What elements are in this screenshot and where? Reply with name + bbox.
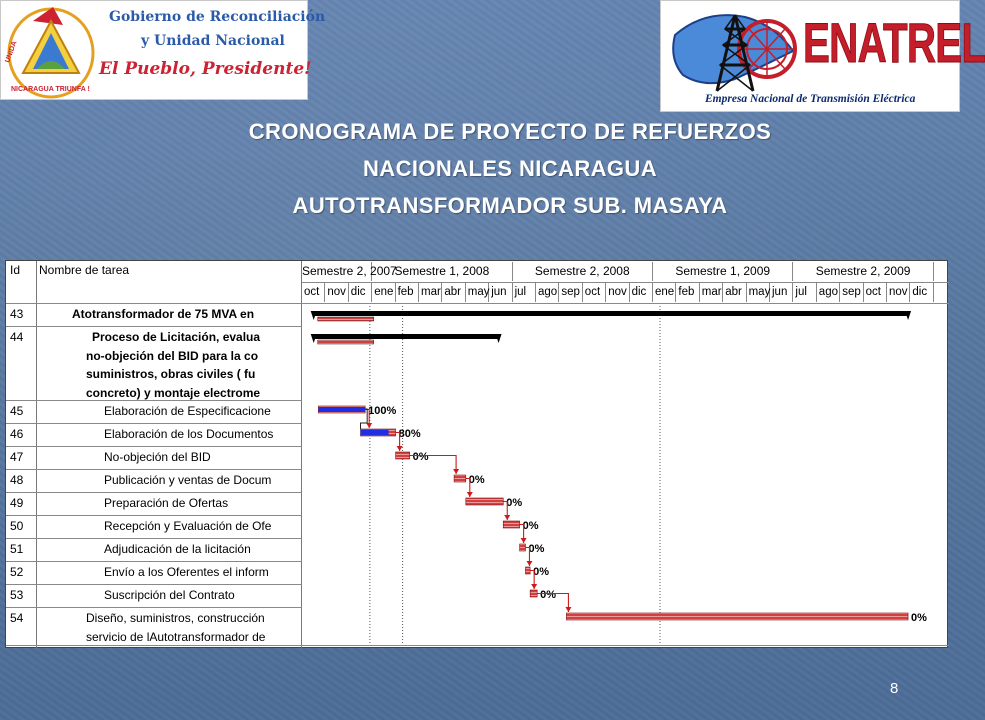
task-bar xyxy=(466,498,503,505)
task-bar xyxy=(396,452,410,459)
percent-label: 0% xyxy=(522,520,539,532)
row-divider xyxy=(6,645,302,646)
task-name: suministros, obras civiles ( fu xyxy=(86,367,256,381)
dependency-arrow xyxy=(565,607,571,612)
seal-side-caption: UNIDA xyxy=(4,40,19,64)
dependency-link xyxy=(361,409,368,429)
row-divider xyxy=(6,469,302,470)
row-divider xyxy=(6,423,302,424)
month-label: nov xyxy=(325,283,348,302)
row-divider xyxy=(6,561,302,562)
dependency-link xyxy=(525,548,529,567)
percent-label: 100% xyxy=(368,405,397,417)
summary-start-marker xyxy=(311,334,317,343)
task-name: No-objeción del BID xyxy=(104,450,211,464)
month-label: nov xyxy=(887,283,910,302)
month-label: sep xyxy=(840,283,863,302)
task-name: Elaboración de los Documentos xyxy=(104,427,274,441)
dependency-arrow xyxy=(366,423,372,428)
month-label: oct xyxy=(583,283,606,302)
row-divider xyxy=(6,584,302,585)
semester-label: Semestre 2, 2007 xyxy=(302,262,372,281)
enatrel-wordmark: ENATREL xyxy=(803,11,985,74)
task-bar xyxy=(525,567,530,574)
baseline-bar xyxy=(318,317,374,321)
dependency-arrow xyxy=(521,538,527,543)
row-divider xyxy=(6,326,302,327)
task-bar xyxy=(566,613,908,620)
dependency-link xyxy=(365,410,369,429)
task-id: 46 xyxy=(10,427,24,441)
month-label: ene xyxy=(653,283,676,302)
month-label: abr xyxy=(723,283,746,302)
dependency-link xyxy=(466,479,470,498)
gov-slogan: El Pueblo, Presidente! xyxy=(99,59,312,79)
dependency-link xyxy=(537,594,568,613)
task-name: Preparación de Ofertas xyxy=(104,496,229,510)
nicaragua-seal-icon xyxy=(3,3,99,99)
column-divider xyxy=(301,261,302,649)
percent-label: 0% xyxy=(540,589,557,601)
task-id: 52 xyxy=(10,565,24,579)
task-name: Suscripción del Contrato xyxy=(104,588,235,602)
task-name: servicio de lAutotransformador de xyxy=(86,629,266,644)
month-label: dic xyxy=(630,283,653,302)
row-divider xyxy=(6,492,302,493)
task-bar xyxy=(318,406,365,413)
task-name: Proceso de Licitación, evalua xyxy=(92,330,261,344)
dependency-arrow xyxy=(467,492,473,497)
task-name: Publicación y ventas de Docum xyxy=(104,473,272,487)
month-label: may xyxy=(466,283,489,302)
gov-name-line2: y Unidad Nacional xyxy=(141,33,285,49)
dependency-link xyxy=(503,502,507,521)
percent-label: 0% xyxy=(412,451,429,463)
dependency-link xyxy=(520,525,524,544)
month-label: dic xyxy=(910,283,933,302)
seal-caption: NICARAGUA TRIUNFA ! xyxy=(11,86,90,93)
progress-bar xyxy=(318,407,365,412)
task-id: 48 xyxy=(10,473,24,487)
summary-end-marker xyxy=(905,311,911,320)
month-label: oct xyxy=(864,283,887,302)
month-label: abr xyxy=(442,283,465,302)
task-name: Envío a los Oferentes el inform xyxy=(104,565,269,579)
month-label: mar xyxy=(700,283,723,302)
month-label: feb xyxy=(676,283,699,302)
percent-label: 80% xyxy=(398,428,421,440)
dependency-link xyxy=(396,433,400,452)
percent-label: 0% xyxy=(506,497,523,509)
gantt-chart xyxy=(5,260,948,648)
dependency-arrow xyxy=(526,561,532,566)
month-label: nov xyxy=(606,283,629,302)
gov-name-line1: Gobierno de Reconciliación xyxy=(109,9,326,25)
month-label: oct xyxy=(302,283,325,302)
dependency-arrow xyxy=(504,515,510,520)
task-name: Atotransformador de 75 MVA en xyxy=(72,307,255,321)
header-divider xyxy=(302,282,949,283)
month-label: sep xyxy=(559,283,582,302)
percent-label: 0% xyxy=(468,474,485,486)
task-bar xyxy=(530,590,537,597)
semester-label: Semestre 2, 2008 xyxy=(513,262,653,281)
task-id: 53 xyxy=(10,588,24,602)
task-id: 44 xyxy=(10,330,24,344)
enatrel-subtitle: Empresa Nacional de Transmisión Eléctrica xyxy=(705,93,916,105)
month-label: jun xyxy=(489,283,512,302)
baseline-bar xyxy=(318,340,374,344)
slide-title-line2: NACIONALES NICARAGUA xyxy=(363,156,657,181)
month-label: jul xyxy=(513,283,536,302)
semester-label: Semestre 1, 2008 xyxy=(372,262,512,281)
task-id: 45 xyxy=(10,404,24,418)
row-divider xyxy=(6,607,302,608)
row-divider xyxy=(6,400,302,401)
summary-bar xyxy=(314,311,908,316)
row-divider xyxy=(302,645,949,646)
summary-end-marker xyxy=(496,334,502,343)
month-label: ene xyxy=(372,283,395,302)
task-name: Adjudicación de la licitación xyxy=(104,542,251,556)
task-id: 47 xyxy=(10,450,24,464)
percent-label: 0% xyxy=(528,543,545,555)
summary-start-marker xyxy=(311,311,317,320)
task-bar xyxy=(503,521,519,528)
month-label: jul xyxy=(793,283,816,302)
month-label: mar xyxy=(419,283,442,302)
task-name: no-objeción del BID para la co xyxy=(86,348,259,363)
semester-label: Semestre 1, 2009 xyxy=(653,262,793,281)
progress-bar xyxy=(361,430,389,435)
government-logo xyxy=(0,0,326,100)
column-divider xyxy=(36,261,37,649)
semester-label: Semestre 2, 2009 xyxy=(793,262,933,281)
header-divider xyxy=(6,303,949,304)
dependency-arrow xyxy=(397,446,403,451)
month-label: feb xyxy=(396,283,419,302)
task-name: concreto) y montaje electrome xyxy=(86,385,261,400)
column-header-id: Id xyxy=(10,263,21,277)
percent-label: 0% xyxy=(911,612,927,624)
row-divider xyxy=(6,515,302,516)
dependency-arrow xyxy=(531,584,537,589)
dependency-link xyxy=(410,456,456,475)
percent-label: 0% xyxy=(533,566,550,578)
page-number: 8 xyxy=(890,680,899,697)
month-label: ago xyxy=(817,283,840,302)
enatrel-logo xyxy=(660,0,985,112)
column-header-task-name: Nombre de tarea xyxy=(39,263,130,277)
task-name: Diseño, suministros, construcción xyxy=(86,611,265,625)
dependency-link xyxy=(530,571,534,590)
task-id: 54 xyxy=(10,611,24,625)
month-label: ago xyxy=(536,283,559,302)
month-label: dic xyxy=(349,283,372,302)
task-id: 51 xyxy=(10,542,24,556)
slide-title-line1: CRONOGRAMA DE PROYECTO DE REFUERZOS xyxy=(248,119,772,144)
summary-bar xyxy=(314,334,499,339)
task-name: Recepción y Evaluación de Ofe xyxy=(104,519,272,533)
dependency-arrow xyxy=(453,469,459,474)
task-bar xyxy=(361,429,396,436)
slide-title-line3: AUTOTRANSFORMADOR SUB. MASAYA xyxy=(292,193,728,218)
task-name: Elaboración de Especificacione xyxy=(104,404,271,418)
row-divider xyxy=(6,538,302,539)
task-bar xyxy=(454,475,466,482)
task-id: 49 xyxy=(10,496,24,510)
task-bar xyxy=(520,544,526,551)
task-id: 43 xyxy=(10,307,24,321)
month-label: may xyxy=(747,283,770,302)
month-label: jun xyxy=(770,283,793,302)
task-id: 50 xyxy=(10,519,24,533)
transmission-tower-icon xyxy=(665,5,805,93)
row-divider xyxy=(6,446,302,447)
